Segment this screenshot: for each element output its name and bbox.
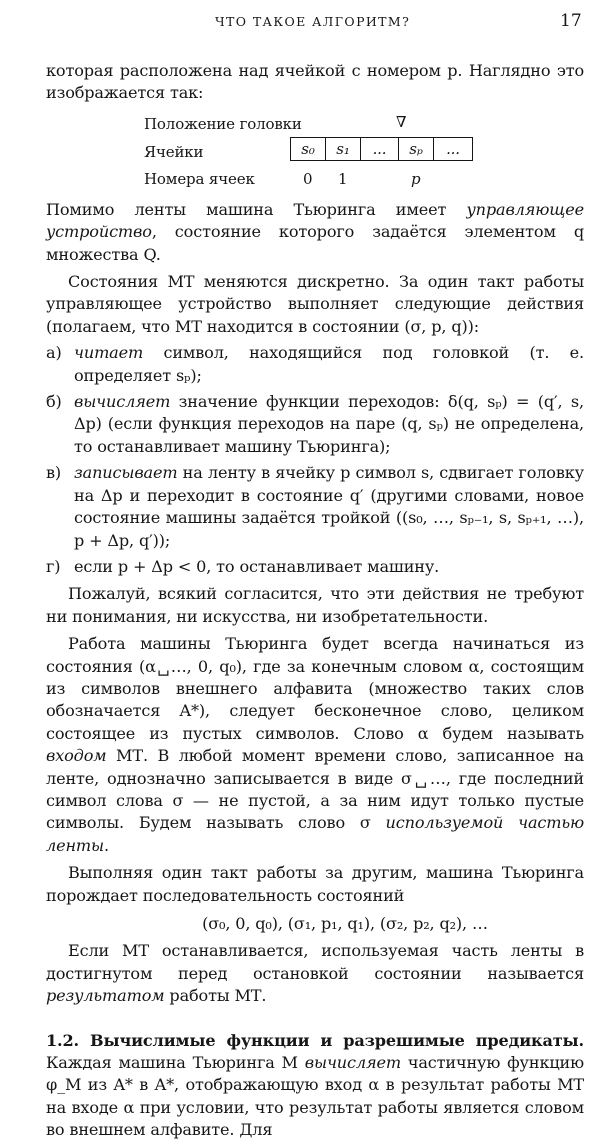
tape-cell: sₚ (399, 138, 434, 160)
cell-index: 0 (303, 169, 313, 188)
list-item: г) если p + Δp < 0, то останавливает машину. (46, 556, 440, 576)
tape-cells (290, 137, 473, 161)
page-body (46, 60, 584, 1142)
section-title: 1.2. Вычислимые функции и разрешимые предикаты. (46, 1030, 584, 1050)
state-sequence-formula: (σ₀, 0, q₀), (σ₁, p₁, q₁), (σ₂, p₂, q₂), … (202, 914, 488, 933)
head-position-label: Положение головки (144, 114, 302, 133)
paragraph-result: Если МТ останавливается, используемая часть ленты в достигнутом перед остановкой состоянии называется результатом работы МТ. (46, 941, 584, 1006)
list-item: б) вычисляет значение функции переходов: δ(q, sₚ) = (q′, s, Δp) (если функция переходов на паре (q, sₚ) не определена, то останавливает машину Тьюринга); (46, 392, 584, 456)
page-number: 17 (560, 11, 582, 31)
paragraph-no-skill: Пожалуй, всякий согласится, что эти действия не требуют ни понимания, ни искусства, ни изобретательности. (46, 584, 584, 626)
list-item: а) читает символ, находящийся под головкой (т. е. определяет sₚ); (46, 343, 584, 385)
list-item: в) записывает на ленту в ячейку p символ s, сдвигает головку на Δp и переходит в состояние q′ (другими словами, новое состояние машины задаётся тройкой ((s₀, …, sₚ₋₁, s, sₚ₊₁, …), p + Δp, q′)); (46, 463, 584, 550)
paragraph-states: Состояния МТ меняются дискретно. За один такт работы управляющее устройство выполняет следующие действия (полагаем, что МТ находится в состоянии (σ, p, q)): (46, 272, 584, 336)
tape-cell: ... (446, 139, 460, 158)
paragraph-intro: которая расположена над ячейкой с номером p. Наглядно это изображается так: (46, 61, 584, 103)
paragraph-input-word: Работа машины Тьюринга будет всегда начинаться из состояния (α␣…, 0, q₀), где за конечным словом α, состоящим из символов внешнего алфавита (множество таких слов обозначается A*), следует бесконечное слово, целиком состоящее из пустых символов. Слово α будем называть входом МТ. В любой момент времени слово, записанное на ленте, однозначно записывается в виде σ␣…, где последний символ слова σ — не пустой, а за ним идут только пустые символы. Будем называть слово σ используемой частью ленты. (46, 634, 584, 855)
tape-cell: s₁ (326, 138, 361, 160)
paragraph-sequence: Выполняя один такт работы за другим, машина Тьюринга порождает последовательность состояний (46, 863, 584, 905)
tape-figure (46, 110, 584, 196)
tape-cell: s₀ (291, 138, 326, 160)
page-header (0, 10, 600, 34)
cell-index: 1 (338, 169, 348, 188)
paragraph-control-unit: Помимо ленты машина Тьюринга имеет управляющее устройство, состояние которого задаётся элементом q множества Q. (46, 199, 584, 264)
cell-index: p (411, 169, 421, 188)
running-title: ЧТО ТАКОЕ АЛГОРИТМ? (215, 14, 411, 29)
section-computable-functions: 1.2. Вычислимые функции и разрешимые предикаты. Каждая машина Тьюринга M вычисляет частичную функцию φ_M из A* в A*, отображающую вход α в результат работы МТ на входе α при условии, что результат работы является словом во внешнем алфавите. Для (46, 1030, 584, 1140)
head-marker-icon: ∇ (396, 112, 407, 131)
tape-cell: ... (361, 138, 399, 160)
cell-numbers-label: Номера ячеек (144, 169, 255, 188)
cells-label: Ячейки (144, 142, 204, 161)
